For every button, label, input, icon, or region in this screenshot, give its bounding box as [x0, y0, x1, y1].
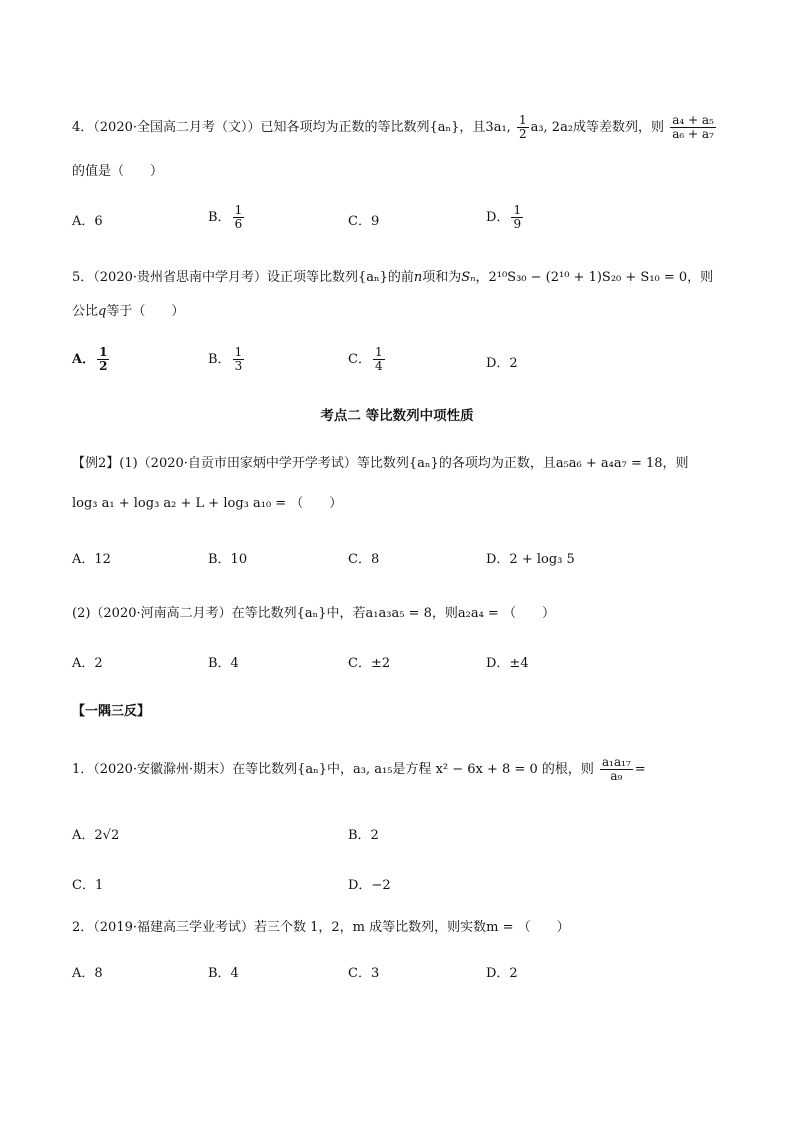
- q5-option-d[interactable]: D．2: [486, 356, 518, 371]
- q4-option-a[interactable]: A．6: [72, 214, 103, 229]
- q4-option-d[interactable]: D． $\frac{1}{9}$: [486, 203, 522, 231]
- q4-option-c[interactable]: C．9: [348, 214, 380, 229]
- ex2-2-option-b[interactable]: B．4: [208, 656, 239, 671]
- q4-ratio-fraction: $\frac{\text{a₄ + a₅}}{\text{a₆ + a₇}}$: [672, 113, 714, 141]
- p2-option-d[interactable]: D．2: [486, 966, 518, 981]
- p1-fraction: $\frac{\text{a₁a₁₇}}{\text{a₉}}$: [602, 755, 631, 783]
- ex2-2-option-a[interactable]: A．2: [72, 656, 103, 671]
- p1-option-a[interactable]: A．2√2: [72, 828, 120, 843]
- ex2-2-stem: (2)（2020·河南高二月考）在等比数列{aₙ}中，若a₁a₃a₅ = 8，则a₂a₄ = （ ）: [72, 606, 555, 621]
- q5-stem-line2: 公比q等于（ ）: [72, 304, 185, 319]
- p1-option-b[interactable]: B．2: [348, 828, 379, 843]
- p1-option-d[interactable]: D．−2: [348, 878, 391, 893]
- q5-option-b[interactable]: B． $\frac{1}{3}$: [208, 345, 243, 373]
- p2-stem: 2．（2019·福建高三学业考试）若三个数 1，2，m 成等比数列，则实数m = （ ）: [72, 920, 570, 935]
- p2-option-b[interactable]: B．4: [208, 966, 239, 981]
- ex2-2-option-c[interactable]: C．±2: [348, 656, 391, 671]
- practice-title: 【一隅三反】: [72, 704, 151, 719]
- p2-option-a[interactable]: A．8: [72, 966, 103, 981]
- ex2-stem: 【例2】(1)（2020·自贡市田家炳中学开学考试）等比数列{aₙ}的各项均为正数，且a₅a₆ + a₄a₇ = 18，则: [72, 456, 689, 471]
- q4-stem-line2: 的值是（ ）: [72, 164, 164, 179]
- q5-option-c[interactable]: C． $\frac{1}{4}$: [348, 345, 383, 373]
- section-title: 考点二 等比数列中项性质: [320, 408, 474, 424]
- ex2-stem-line2: log₃ a₁ + log₃ a₂ + L + log₃ a₁₀ = （ ）: [72, 496, 343, 511]
- ex2-option-b[interactable]: B．10: [208, 552, 248, 567]
- q4-half-fraction: $\frac{1}{2}$: [518, 113, 527, 141]
- q5-option-a[interactable]: A． $\frac{1}{2}$: [72, 345, 108, 373]
- ex2-2-option-d[interactable]: D．±4: [486, 656, 529, 671]
- q5-stem: 5．（2020·贵州省思南中学月考）设正项等比数列{aₙ}的前n项和为Sₙ，2¹⁰S₃₀ − (2¹⁰ + 1)S₂₀ + S₁₀ = 0，则: [72, 270, 714, 285]
- ex2-option-d[interactable]: D．2 + log₃ 5: [486, 552, 575, 567]
- q4-option-b[interactable]: B． $\frac{1}{6}$: [208, 203, 243, 231]
- q4-stem: 4．（2020·全国高二月考（文））已知各项均为正数的等比数列{aₙ}，且3a₁, $\frac{1}{2}$ a₃, 2a₂成等差数列，则 $\frac{\text{a₄ + a₅}}{\text{a₆ + a₇}}$: [72, 113, 714, 141]
- p2-option-c[interactable]: C．3: [348, 966, 380, 981]
- p1-option-c[interactable]: C．1: [72, 878, 104, 893]
- p1-stem: 1．（2020·安徽滁州·期末）在等比数列{aₙ}中，a₃, a₁₅是方程 x² − 6x + 8 = 0 的根，则 $\frac{\text{a₁a₁₇}}{\text{a₉}}$ =: [72, 755, 646, 783]
- ex2-option-a[interactable]: A．12: [72, 552, 111, 567]
- ex2-option-c[interactable]: C．8: [348, 552, 380, 567]
